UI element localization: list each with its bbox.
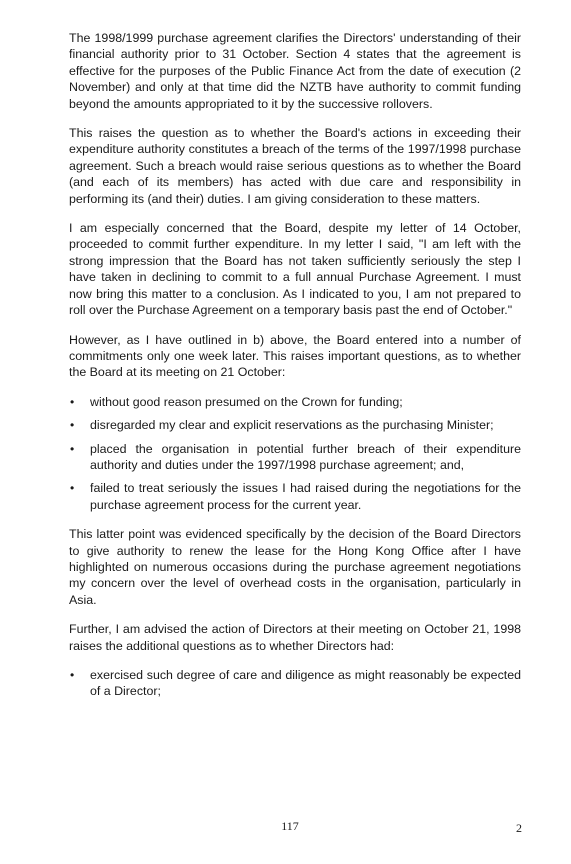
- bullet-list-director-duties: [69, 667, 521, 700]
- list-item: [69, 480, 521, 513]
- list-item-text: without good reason presumed on the Crown for funding;: [90, 394, 403, 409]
- bullet-icon: •: [70, 394, 75, 409]
- paragraph-additional-questions: Further, I am advised the action of Directors at their meeting on October 21, 1998 raises the additional questions as to whether Directors had:: [69, 622, 521, 653]
- paragraph-letter-concern: I am especially concerned that the Board, despite my letter of 14 October, proceeded to commit further expenditure. In my letter I said, "I am left with the strong impression that the Board has not taken sufficiently seriously the step I have taken in declining to commit to a full annual Purchase Agreement. I must now bring this matter to a conclusion. As I indicated to you, I am not prepared to roll over the Purchase Agreement on a temporary basis past the end of October.": [69, 221, 521, 318]
- list-item: [69, 394, 521, 410]
- list-item: [69, 667, 521, 700]
- list-item-text: exercised such degree of care and diligence as might reasonably be expected of a Director;: [90, 668, 521, 699]
- list-item-text: disregarded my clear and explicit reservations as the purchasing Minister;: [90, 418, 494, 433]
- bullet-icon: •: [70, 441, 75, 456]
- list-item-text: failed to treat seriously the issues I had raised during the negotiations for the purchase agreement process for the current year.: [90, 481, 521, 512]
- list-item-text: placed the organisation in potential further breach of their expenditure authority and duties under the 1997/1998 purchase agreement; and,: [90, 441, 521, 472]
- paragraph-commitments: However, as I have outlined in b) above, the Board entered into a number of commitments only one week later. This raises important questions, as to whether the Board at its meeting on 21 October:: [69, 332, 521, 380]
- document-body: [69, 30, 521, 713]
- bullet-icon: •: [70, 418, 75, 433]
- list-item: [69, 441, 521, 474]
- paragraph-hong-kong-lease: This latter point was evidenced specifically by the decision of the Board Directors to give authority to renew the lease for the Hong Kong Office after I have highlighted on numerous occasions during the purchase agreement negotiations my concern over the level of overhead costs in the organisation, particularly in Asia.: [69, 527, 521, 607]
- bullet-list-board-questions: [69, 394, 521, 513]
- page-number: 117: [281, 819, 299, 833]
- bullet-icon: •: [70, 668, 75, 682]
- paragraph-purchase-agreement: The 1998/1999 purchase agreement clarifies the Directors' understanding of their financial authority prior to 31 October. Section 4 states that the agreement is effective for the purposes of the Public Finance Act from the date of execution (2 November) and only at that time did the NZTB have authority to commit funding beyond the amounts appropriated to it by the successive rollovers.: [69, 31, 521, 111]
- sheet-number: 2: [516, 821, 522, 835]
- bullet-icon: •: [70, 481, 75, 496]
- list-item: [69, 417, 521, 433]
- paragraph-breach-question: This raises the question as to whether the Board's actions in exceeding their expenditure authority constitutes a breach of the terms of the 1997/1998 purchase agreement. Such a breach would raise serious questions as to whether the Board (and each of its members) has acted with due care and responsibility in performing its (and their) duties. I am giving consideration to these matters.: [69, 126, 521, 206]
